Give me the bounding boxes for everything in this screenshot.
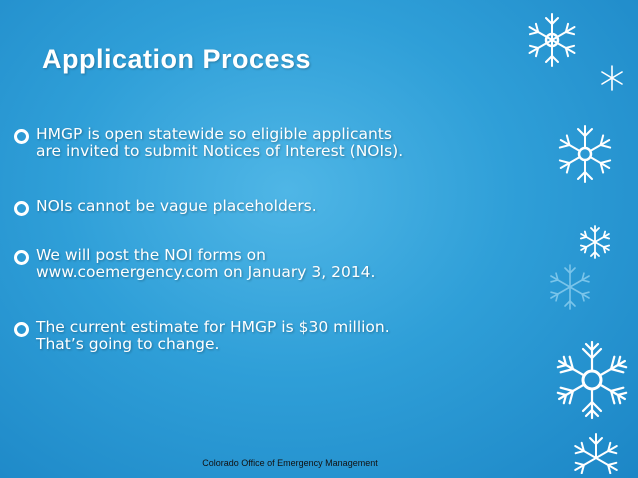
bullet-item	[14, 126, 514, 160]
snowflake-icon	[598, 64, 626, 92]
bullet-text: The current estimate for HMGP is $30 million. That’s going to change.	[36, 318, 390, 353]
bullet-circle-icon	[14, 201, 29, 216]
bullet-text: NOIs cannot be vague placeholders.	[36, 197, 317, 215]
snowflake-icon	[522, 10, 582, 70]
bullet-circle-icon	[14, 250, 29, 265]
snowflake-icon	[577, 224, 613, 260]
bullet-text: We will post the NOI forms on www.coemergency.com on January 3, 2014.	[36, 246, 376, 281]
bullet-item	[14, 319, 514, 353]
snowflake-icon	[545, 262, 595, 312]
snowflake-icon	[550, 338, 634, 422]
slide-title: Application Process	[42, 44, 312, 74]
bullet-item	[14, 247, 514, 281]
bullet-circle-icon	[14, 129, 29, 144]
slide-footer: Colorado Office of Emergency Management	[202, 458, 378, 468]
bullet-list	[14, 126, 514, 353]
snowflake-icon	[553, 122, 617, 186]
bullet-text: HMGP is open statewide so eligible applicants are invited to submit Notices of Interest (NOIs).	[36, 125, 404, 160]
bullet-circle-icon	[14, 322, 29, 337]
bullet-item	[14, 198, 514, 215]
